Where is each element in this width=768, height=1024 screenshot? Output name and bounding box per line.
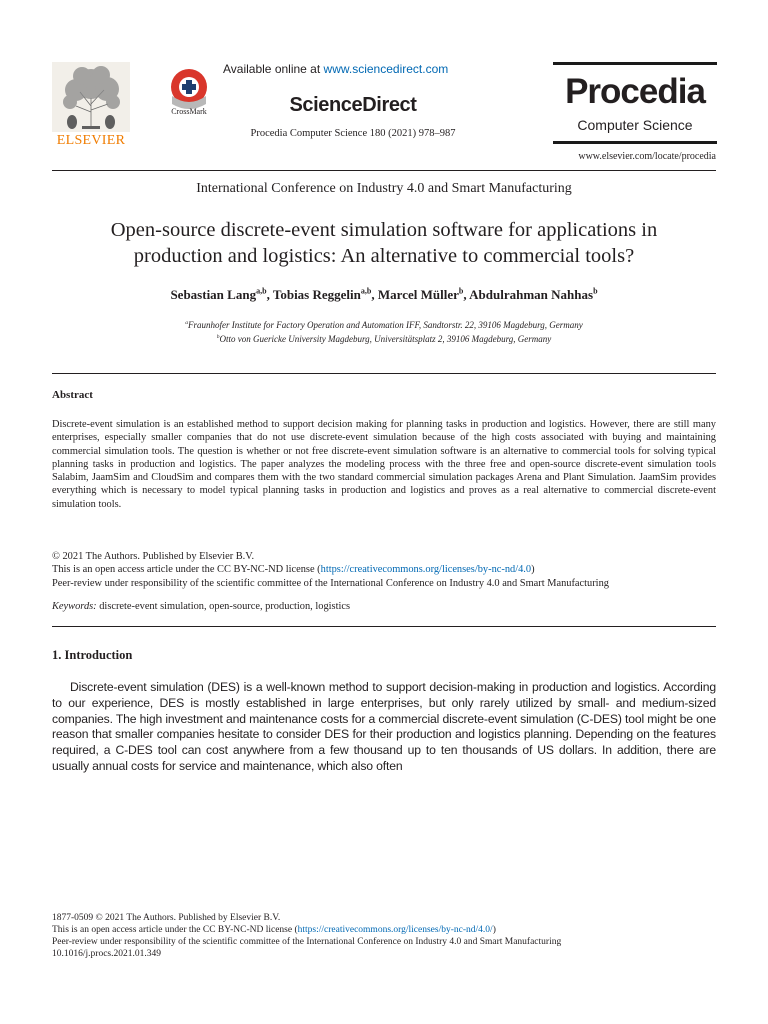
license-prefix: This is an open access article under the CC BY-NC-ND license (: [52, 564, 321, 576]
journal-reference: Procedia Computer Science 180 (2021) 978–987: [250, 128, 456, 139]
section-heading-introduction: 1. Introduction: [52, 648, 133, 662]
affiliation-text: Fraunhofer Institute for Factory Operation and Automation IFF, Sandtorstr. 22, 39106 Magdeburg, Germany: [187, 320, 583, 330]
copyright-line: © 2021 The Authors. Published by Elsevier B.V.: [52, 551, 255, 562]
page-footer: [52, 912, 722, 960]
abstract-top-divider: [52, 373, 716, 374]
footer-license-line: [52, 924, 722, 936]
abstract-heading: Abstract: [52, 389, 93, 401]
author-list: Sebastian Lang$^{a,b}$, Tobias Reggelin$^{a,b}$, Marcel Müller$^b$, Abdulrahman Nahhas$^b$: [170, 286, 598, 302]
crossmark-label: CrossMark: [171, 107, 207, 116]
keywords-line: [52, 601, 716, 612]
author-affiliation-mark: a,b: [360, 286, 372, 296]
introduction-body: Discrete-event simulation (DES) is a well-known method to support decision-making in production and logistics. According to our experience, DES is mostly established in large enterprises, but only rarely utilized by small- and medium-sized companies. The high investment and maintenance costs for a commercial discrete-event simulation (C-DES) tool might be one reason that smaller companies hesitate to consider DES for their production and logistics planning. Depending on the features required, a C-DES tool can cost anywhere from a few thousand up to ten thousands of US dollars. In addition, there are usually annual costs for service and maintenance, which also often: [52, 680, 716, 773]
affiliation-text: Otto von Guericke University Magdeburg, Universitätsplatz 2, 39106 Magdeburg, Germany: [219, 334, 552, 344]
paper-title-line: production and logistics: An alternative to commercial tools?: [133, 245, 635, 267]
author-affiliation-mark: b: [458, 286, 464, 296]
author-affiliation-mark: b: [593, 286, 598, 296]
footer-license-prefix: This is an open access article under the CC BY-NC-ND license (: [52, 925, 298, 935]
footer-license-link[interactable]: https://creativecommons.org/licenses/by-nc-nd/4.0/: [297, 925, 493, 935]
abstract-body: Discrete-event simulation is an established method to support decision making for planning tasks in production and logistics. However, there are still many enterprises, especially smaller companies that do not use discrete-event simulation because of the high costs associated with buying and maintaining commercial simulation tools. The question is whether or not free discrete-event simulation software is an alternative to commercial tools for solving typical planning tasks in production and logistics. The paper analyzes the modeling process with the three free and open-source discrete-event simulation tools Salabim, JaamSim and CloudSim and compares them with the two standard commercial simulation packages Arena and Plant Simulation. JaamSim provides everything which is necessary to model typical planning tasks in production and logistics and proves as a real alternative to commercial discrete-event simulation tools.: [52, 419, 716, 510]
abstract-bottom-divider: [52, 626, 716, 627]
paper-title-line: Open-source discrete-event simulation software for applications in: [110, 219, 658, 241]
publisher-name: ELSEVIER: [56, 133, 126, 148]
footer-doi[interactable]: 10.1016/j.procs.2021.01.349: [52, 949, 161, 959]
author-affiliation-mark: a,b: [256, 286, 267, 296]
header-divider: [52, 170, 716, 171]
keywords-label: Keywords:: [52, 601, 97, 612]
license-link[interactable]: https://creativecommons.org/licenses/by-nc-nd/4.0: [320, 564, 532, 576]
available-online: [223, 62, 483, 76]
keywords-list: discrete-event simulation, open-source, production, logistics: [96, 601, 350, 612]
procedia-logo-name: Procedia: [565, 72, 705, 111]
author-name: Sebastian Lang: [170, 287, 257, 302]
author-name: Tobias Reggelin: [272, 287, 361, 302]
author-name: Abdulrahman Nahhas: [469, 287, 594, 302]
available-prefix: Available online at: [223, 62, 324, 76]
license-suffix: ): [531, 564, 535, 576]
footer-license-suffix: ): [492, 925, 496, 935]
abstract-copyright-block: [52, 550, 722, 590]
footer-peer-review: Peer-review under responsibility of the scientific committee of the International Conference on Industry 4.0 and Smart Manufacturing: [52, 937, 562, 947]
author-name: Marcel Müller: [377, 287, 459, 302]
conference-name: International Conference on Industry 4.0 and Smart Manufacturing: [196, 181, 572, 196]
affiliation-b: [52, 334, 716, 344]
affiliation-mark: a: [185, 320, 188, 326]
sciencedirect-wordmark: ScienceDirect: [289, 94, 417, 116]
sciencedirect-link[interactable]: www.sciencedirect.com: [323, 62, 449, 76]
peer-review-line: Peer-review under responsibility of the scientific committee of the International Conference on Industry 4.0 and Smart Manufacturing: [52, 577, 609, 589]
license-line: [52, 563, 722, 576]
affiliation-a: [52, 320, 716, 330]
footer-issn-copyright: 1877-0509 © 2021 The Authors. Published by Elsevier B.V.: [52, 913, 281, 923]
affiliation-mark: b: [216, 334, 220, 340]
paper-title: [52, 217, 716, 269]
journal-url[interactable]: www.elsevier.com/locate/procedia: [578, 151, 716, 162]
procedia-logo-subtitle: Computer Science: [577, 117, 693, 133]
